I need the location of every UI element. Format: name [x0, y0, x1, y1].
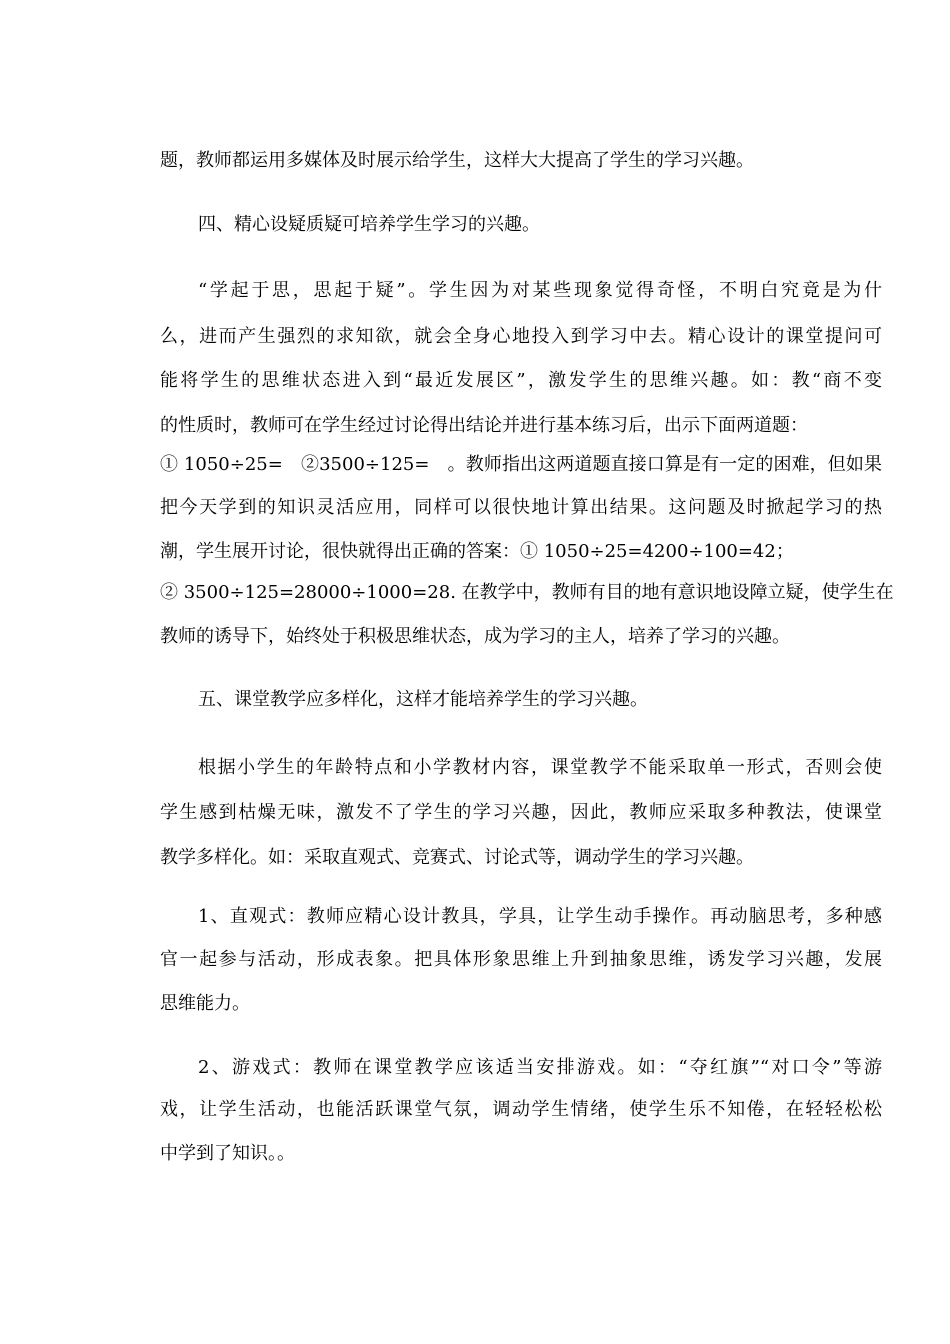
text-line: 1、直观式：教师应精心设计教具，学具，让学生动手操作。再动脑思考，多种感 — [198, 906, 882, 927]
text-line: 的性质时，教师可在学生经过讨论得出结论并进行基本练习后，出示下面两道题： — [160, 415, 808, 436]
text-line: 能将学生的思维状态进入到“最近发展区”，激发学生的思维兴趣。如：教“商不变 — [160, 370, 882, 391]
text-line: 么，进而产生强烈的求知欲，就会全身心地投入到学习中去。精心设计的课堂提问可 — [160, 326, 882, 347]
section-heading: 四、精心设疑质疑可培养学生学习的兴趣。 — [198, 214, 540, 235]
text-line: 2、游戏式：教师在课堂教学应该适当安排游戏。如：“夺红旗”“对口令”等游 — [198, 1057, 882, 1078]
text-line: 潮，学生展开讨论，很快就得出正确的答案：① 1050÷25=4200÷100=42； — [160, 541, 794, 562]
text-line: 把今天学到的知识灵活应用，同样可以很快地计算出结果。这问题及时掀起学习的热 — [160, 497, 882, 518]
text-line: 教师的诱导下，始终处于积极思维状态，成为学习的主人，培养了学习的兴趣。 — [160, 626, 790, 647]
text-line: 根据小学生的年龄特点和小学教材内容，课堂教学不能采取单一形式，否则会使 — [198, 757, 882, 778]
text-line: 戏，让学生活动，也能活跃课堂气氛，调动学生情绪，使学生乐不知倦，在轻轻松松 — [160, 1099, 882, 1120]
text-line: ① 1050÷25= ②3500÷125= 。教师指出这两道题直接口算是有一定的困难，但如果 — [160, 454, 882, 475]
text-line: 题，教师都运用多媒体及时展示给学生，这样大大提高了学生的学习兴趣。 — [160, 150, 754, 171]
text-line: 思维能力。 — [160, 993, 250, 1014]
text-line: 教学多样化。如：采取直观式、竞赛式、讨论式等，调动学生的学习兴趣。 — [160, 847, 754, 868]
text-line: ② 3500÷125=28000÷1000=28. 在教学中，教师有目的地有意识地设障立疑，使学生在 — [160, 582, 894, 603]
text-line: 中学到了知识。。 — [160, 1143, 295, 1164]
text-line: “学起于思，思起于疑”。学生因为对某些现象觉得奇怪，不明白究竟是为什 — [198, 280, 882, 301]
text-line: 学生感到枯燥无味，激发不了学生的学习兴趣，因此，教师应采取多种教法，使课堂 — [160, 802, 882, 823]
text-line: 官一起参与活动，形成表象。把具体形象思维上升到抽象思维，诱发学习兴趣，发展 — [160, 949, 882, 970]
section-heading: 五、课堂教学应多样化，这样才能培养学生的学习兴趣。 — [198, 689, 648, 710]
